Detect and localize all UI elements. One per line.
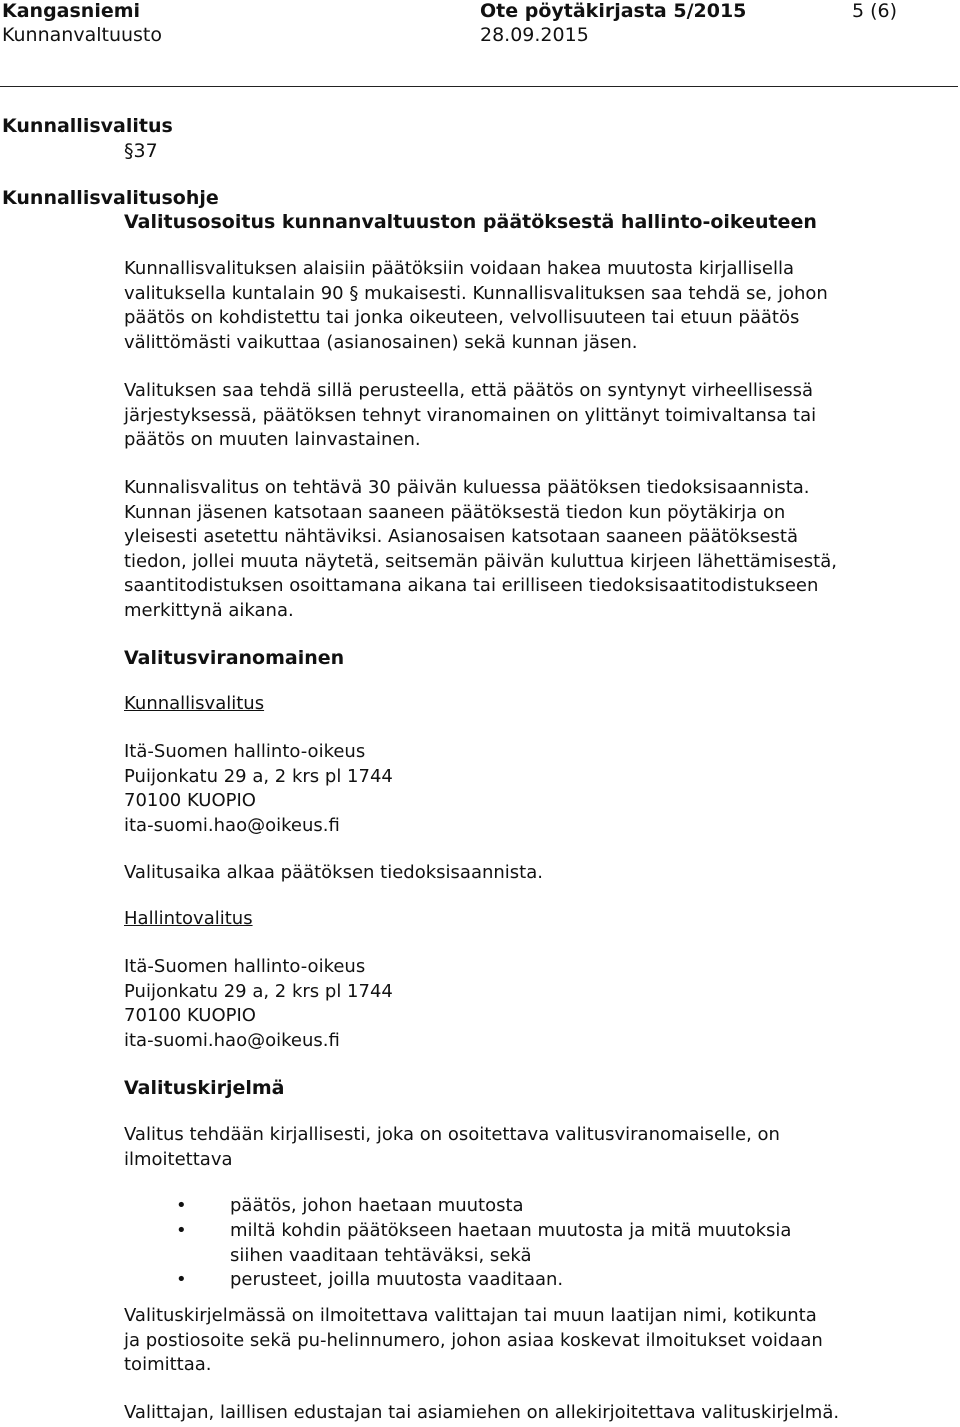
text-line: Valitus tehdään kirjallisesti, joka on osoitettava valitusviranomaiselle, on — [124, 1124, 780, 1145]
text-line: Valituskirjelmässä on ilmoitettava valittajan tai muun laatijan nimi, kotikunta — [124, 1305, 817, 1326]
text-line: Kunnallisvalituksen alaisiin päätöksiin voidaan hakea muutosta kirjallisella — [124, 258, 795, 279]
text-line: Kunnalisvalitus on tehtävä 30 päivän kuluessa päätöksen tiedoksisaannista. — [124, 477, 810, 498]
admin-appeal-label: Hallintovalitus — [124, 908, 253, 929]
list-item-text: siihen vaaditaan tehtäväksi, sekä — [230, 1244, 532, 1266]
text-line: valituksella kuntalain 90 § mukaisesti. Kunnallisvalituksen saa tehdä se, johon — [124, 282, 828, 304]
text-line: välittömästi vaikuttaa (asianosainen) sekä kunnan jäsen. — [124, 331, 638, 353]
meeting-date: 28.09.2015 — [480, 24, 589, 46]
contact-paragraph — [124, 1304, 823, 1378]
postal-address: 70100 KUOPIO — [124, 790, 256, 812]
text-line: päätös on muuten lainvastainen. — [124, 429, 421, 451]
list-item — [230, 1194, 524, 1219]
deadline-paragraph — [124, 476, 837, 624]
email-address: ita-suomi.hao@oikeus.fi — [124, 1029, 340, 1051]
bullet-dot: • — [176, 1220, 187, 1241]
list-item — [230, 1268, 563, 1293]
signature-requirement: Valittajan, laillisen edustajan tai asiamiehen on allekirjoitettava valituskirjelmä. — [124, 1402, 840, 1423]
text-line: Kunnan jäsenen katsotaan saaneen päätöksestä tiedon kun pöytäkirja on — [124, 501, 786, 523]
text-line: merkittynä aikana. — [124, 599, 294, 621]
bullet-dot: • — [176, 1195, 187, 1216]
letter-intro — [124, 1123, 780, 1172]
admin-appeal-address — [124, 955, 393, 1053]
text-line: toimittaa. — [124, 1354, 212, 1376]
text-line: ja postiosoite sekä pu-helinnumero, johon asiaa koskevat ilmoitukset voidaan — [124, 1329, 823, 1351]
section-category: Kunnallisvalitus — [2, 115, 173, 137]
bullet-dot: • — [176, 1269, 187, 1290]
list-item-text: miltä kohdin päätökseen haetaan muutosta ja mitä muutoksia — [230, 1220, 792, 1241]
text-line: saantitodistuksen osoittamana aikana tai erilliseen tiedoksisaatitodistukseen — [124, 575, 819, 597]
text-line: päätös on kohdistettu tai jonka oikeuteen, velvollisuuteen tai etuun päätös — [124, 307, 800, 329]
list-item-text: perusteet, joilla muutosta vaaditaan. — [230, 1269, 564, 1290]
street-address: Puijonkatu 29 a, 2 krs pl 1744 — [124, 765, 393, 787]
list-item-text: päätös, johon haetaan muutosta — [230, 1195, 524, 1216]
postal-address: 70100 KUOPIO — [124, 1005, 256, 1027]
letter-heading: Valituskirjelmä — [124, 1077, 285, 1099]
municipality-name: Kangasniemi — [2, 0, 141, 22]
text-line: järjestyksessä, päätöksen tehnyt viranomainen on ylittänyt toimivaltansa tai — [124, 404, 817, 426]
grounds-paragraph — [124, 379, 816, 453]
header-divider — [0, 86, 958, 87]
list-item — [230, 1219, 791, 1268]
authority-heading: Valitusviranomainen — [124, 647, 345, 669]
text-line: Valituksen saa tehdä sillä perusteella, että päätös on syntynyt virheellisessä — [124, 380, 814, 401]
page-number: 5 (6) — [852, 0, 898, 22]
court-name: Itä-Suomen hallinto-oikeus — [124, 741, 366, 762]
text-line: tiedon, jollei muuta näytetä, seitsemän päivän kuluttua kirjeen lähettämisestä, — [124, 550, 837, 572]
section-paragraph: §37 — [124, 140, 158, 162]
guide-subtitle: Valitusosoitus kunnanvaltuuston päätöksestä hallinto-oikeuteen — [124, 211, 817, 233]
municipal-appeal-address — [124, 740, 393, 838]
text-line: ilmoitettava — [124, 1148, 233, 1170]
court-name: Itä-Suomen hallinto-oikeus — [124, 956, 366, 977]
appeal-period-note: Valitusaika alkaa päätöksen tiedoksisaannista. — [124, 862, 543, 883]
municipal-appeal-label: Kunnallisvalitus — [124, 693, 265, 714]
document-header — [0, 0, 960, 88]
email-address: ita-suomi.hao@oikeus.fi — [124, 814, 340, 836]
guide-title: Kunnallisvalitusohje — [2, 187, 219, 209]
street-address: Puijonkatu 29 a, 2 krs pl 1744 — [124, 980, 393, 1002]
document-title: Ote pöytäkirjasta 5/2015 — [480, 0, 747, 22]
intro-paragraph — [124, 257, 828, 355]
text-line: yleisesti asetettu nähtäviksi. Asianosaisen katsotaan saaneen päätöksestä — [124, 526, 799, 548]
governing-body: Kunnanvaltuusto — [2, 24, 162, 46]
